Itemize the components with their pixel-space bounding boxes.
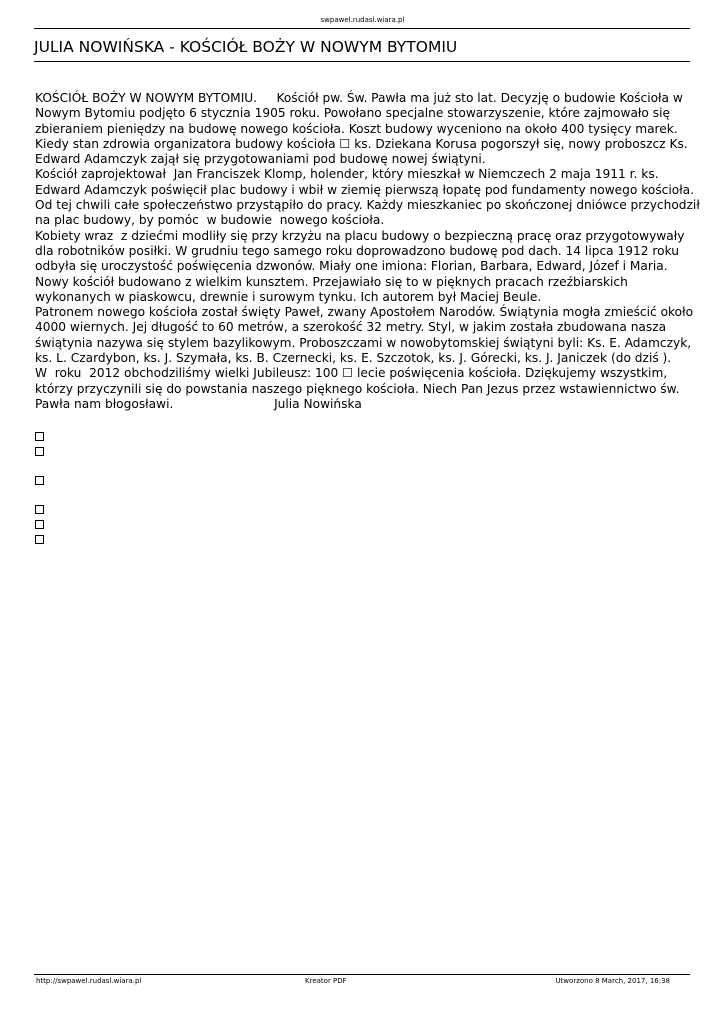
missing-glyph-box-icon	[35, 447, 44, 456]
footer-generator: Kreator PDF	[305, 977, 347, 985]
missing-glyph-box-icon	[35, 535, 44, 544]
missing-glyph-box-icon	[35, 505, 44, 514]
article-paragraph: KOŚCIÓŁ BOŻY W NOWYM BYTOMIU. Kościół pw. Św. Pawła ma już sto lat. Decyzję o budowie Kościoła w Nowym Bytomiu podjęto 6 stycznia 1905 roku. Powołano specjalne stowarzyszenie, które zajmowało się zbieraniem pieniędzy na budowę nowego kościoła. Koszt budowy wyceniono na około 400 tysięcy marek. Kiedy stan zdrowia organizatora budowy kościoła ☐ ks. Dziekana Korusa pogorszył się, nowy proboszcz Ks. Edward Adamczyk zajął się przygotowaniami pod budowę nowej świątyni.	[35, 91, 692, 167]
article-paragraph: Nowy kościół budowano z wielkim kunsztem. Przejawiało się to w pięknych pracach rzeźbiarskich wykonanych w piaskowcu, drewnie i surowym tynku. Ich autorem był Maciej Beule.	[35, 274, 632, 304]
header-divider	[34, 28, 690, 29]
title-divider	[34, 61, 690, 62]
article-body	[35, 91, 704, 412]
footer-divider	[34, 974, 690, 975]
footer-url: http://swpawel.rudasl.wiara.pl	[36, 977, 142, 985]
article-paragraph: Kościół zaprojektował Jan Franciszek Klomp, holender, który mieszkał w Niemczech 2 maja 1911 r. ks. Edward Adamczyk poświęcił plac budowy i wbił w ziemię pierwszą łopatę pod fundamenty nowego kościoła. Od tej chwili całe społeczeństwo przystąpiło do pracy. Każdy mieszkaniec po skończonej dniówce przychodził na plac budowy, by pomóc w budowie nowego kościoła.	[35, 167, 704, 228]
missing-glyph-box-icon	[35, 432, 44, 441]
header-site-url: swpawel.rudasl.wiara.pl	[320, 16, 405, 24]
missing-glyph-box-icon	[35, 520, 44, 529]
article-paragraph: Kobiety wraz z dziećmi modliły się przy krzyżu na placu budowy o bezpieczną pracę oraz przygotowywały dla robotników posiłki. W grudniu tego samego roku doprowadzono budowę pod dach. 14 lipca 1912 roku odbyła się uroczystość poświęcenia dzwonów. Miały one imiona: Florian, Barbara, Edward, Józef i Maria.	[35, 228, 689, 274]
article-paragraph: Patronem nowego kościoła został święty Paweł, zwany Apostołem Narodów. Świątynia mogła zmieścić około 4000 wiernych. Jej długość to 60 metrów, a szerokość 32 metry. Styl, w jakim została zbudowana nasza świątynia nazywa się stylem bazylikowym. Proboszczami w nowobytomskiej świątyni byli: Ks. E. Adamczyk, ks. L. Czardybon, ks. J. Szymała, ks. B. Czernecki, ks. E. Szczotok, ks. J. Górecki, ks. J. Janiczek (do dziś ).	[35, 305, 697, 366]
article-paragraph: W roku 2012 obchodziliśmy wielki Jubileusz: 100 ☐ lecie poświęcenia kościoła. Dziękujemy wszystkim, którzy przyczynili się do powstania naszego pięknego kościoła. Niech Pan Jezus przez wstawiennictwo św. Pawła nam błogosławi. Julia Nowińska	[35, 366, 684, 411]
footer-created-date: Utworzono 8 March, 2017, 16:38	[555, 977, 670, 985]
missing-glyph-box-icon	[35, 476, 44, 485]
article-title: JULIA NOWIŃSKA - KOŚCIÓŁ BOŻY W NOWYM BYTOMIU	[34, 38, 458, 56]
